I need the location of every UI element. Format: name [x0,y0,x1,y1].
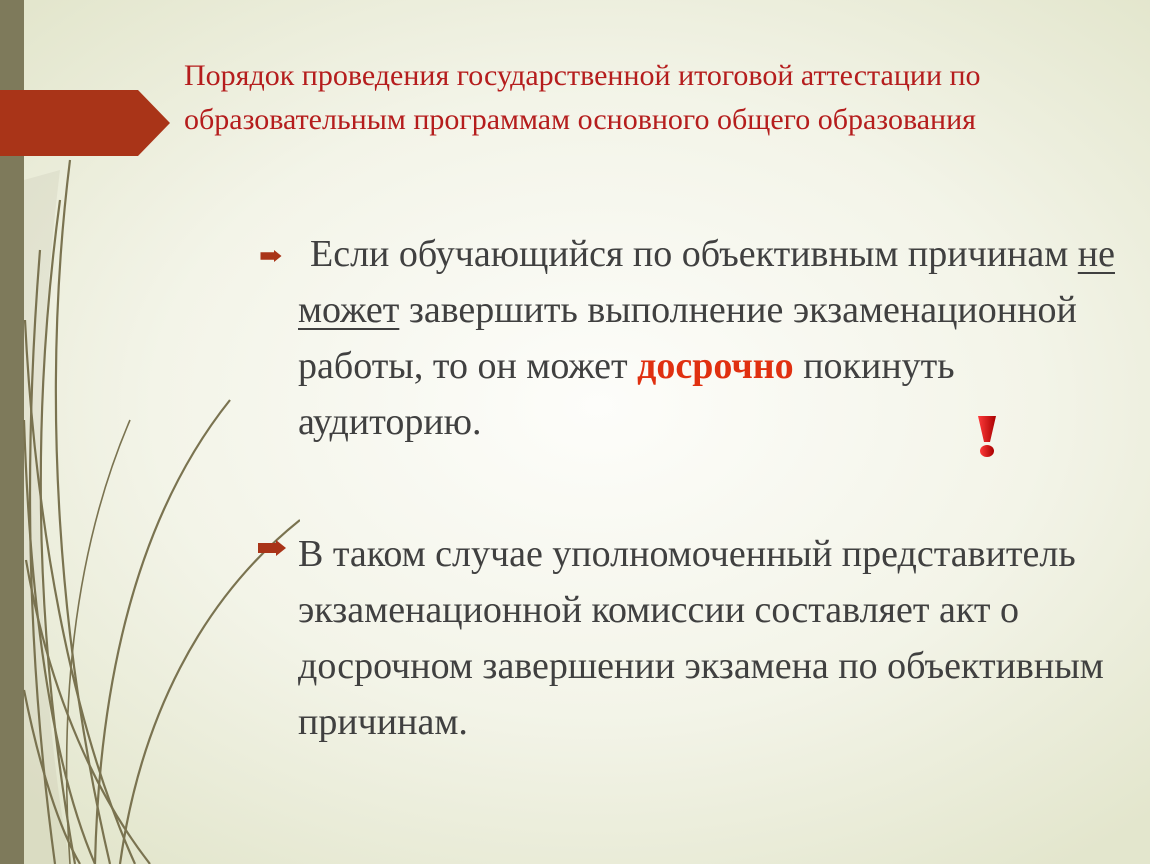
bullet-text: Если обучающийся по объективным причинам не может завершить выполнение экзаменационной работы, то он может досрочно покинуть аудиторию. [298,233,1115,443]
arrow-bullet-icon [260,250,282,262]
emphasized-word: досрочно [637,345,794,387]
red-arrow-shape [0,90,170,156]
bullet-item-act [258,526,1118,750]
exclamation-mark-icon [972,414,1002,458]
arrow-bullet-icon [258,540,286,556]
underlined-phrase: не может [298,233,1115,331]
bullet-text: В таком случае уполномоченный представитель экзаменационной комиссии составляет акт о досрочном завершении экзамена по объективным причинам. [298,533,1104,743]
slide-title: Порядок проведения государственной итоговой аттестации по образовательным программам основного общего образования [184,59,981,136]
